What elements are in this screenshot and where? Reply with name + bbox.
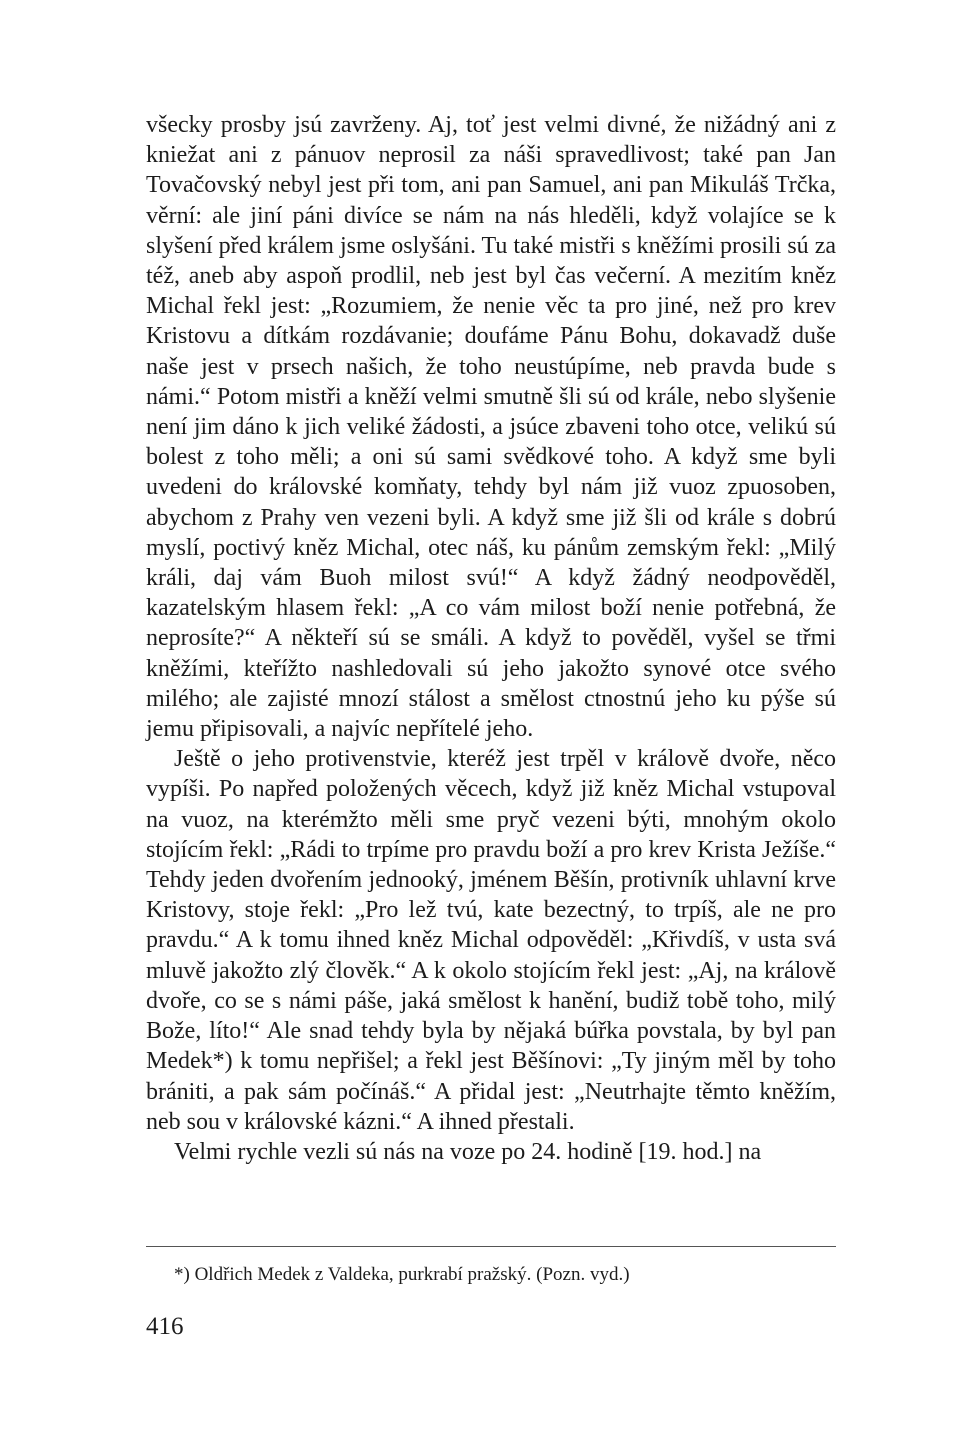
footnote: *) Oldřich Medek z Valdeka, purkrabí pražský. (Pozn. vyd.) [174,1264,630,1285]
page-number: 416 [146,1313,184,1340]
paragraph-continuation: všecky prosby jsú zavrženy. Aj, toť jest velmi divné, že nižádný ani z kniežat ani z pánuov neprosil za náši spravedlivost; také pan Jan Tovačovský nebyl jest při tom, ani pan Samuel, ani pan Mikuláš Trčka, věrní: ale jiní páni divíce se nám na nás hleděli, když volajíce se k slyšení před králem jsme oslyšáni. Tu také mistři s kněžími prosili sú za též, aneb aby aspoň prodlil, neb jest byl čas večerní. A mezitím kněz Michal řekl jest: „Rozumiem, že nenie věc ta pro jiné, než pro krev Kristovu a dítkám rozdávanie; doufáme Pánu Bohu, dokavadž duše naše jest v prsech našich, že toho neustúpíme, neb pravda bude s námi.“ Potom mistři a kněží velmi smutně šli sú od krále, nebo slyšenie není jim dáno k jich veliké žádosti, a jsúce zbaveni toho otce, velikú sú bolest z toho měli; a oni sú sami svědkové toho. A když sme byli uvedeni do královské komňaty, tehdy byl nám již vuoz zpuosoben, abychom z Prahy ven vezeni byli. A když sme již šli od krále s dobrú myslí, poctivý kněz Michal, otec náš, ku pánům zemským řekl: „Milý králi, daj vám Buoh milost svú!“ A když žádný neodpověděl, kazatelským hlasem řekl: „A co vám milost boží nenie potřebná, že neprosíte?“ A někteří sú se smáli. A když to pověděl, vyšel se třmi kněžími, kteřížto nashledovali sú jeho jakožto synové otce svého milého; ale zajisté mnozí stálost a smělost ctnostnú jeho ku pýše sú jemu připisovali, a najvíc nepřítelé jeho. [146,112,836,743]
footnote-divider [146,1246,836,1247]
paragraph: Ještě o jeho protivenstvie, kteréž jest trpěl v králově dvoře, něco vypíši. Po napřed položených věcech, když již kněz Michal vstupoval na vuoz, na kterémžto měli sme pryč vezeni býti, mnohým okolo stojícím řekl: „Rádi to trpíme pro pravdu boží a pro krev Krista Ježíše.“ Tehdy jeden dvořením jednooký, jménem Běšín, protivník uhlavní krve Kristovy, stoje řekl: „Pro lež tvú, kate bezectný, to trpíš, ale ne pro pravdu.“ A k tomu ihned kněz Michal odpověděl: „Křivdíš, v usta svá mluvě jakožto zlý člověk.“ A k okolo stojícím řekl jest: „Aj, na králově dvoře, co se s námi páše, jaká smělost k hanění, budiž tobě toho, milý Bože, líto!“ Ale snad tehdy byla by nějaká búřka povstala, by byl pan Medek*) k tomu nepřišel; a řekl jest Běšínovi: „Ty jiným měl by toho brániti, a pak sám počínáš.“ A přidal jest: „Neutrhajte těmto kněžím, neb sou v královské kázni.“ A ihned přestali. [146,746,836,1135]
paragraph: Velmi rychle vezli sú nás na voze po 24. hodině [19. hod.] na [174,1138,762,1165]
body-text [146,110,836,1167]
